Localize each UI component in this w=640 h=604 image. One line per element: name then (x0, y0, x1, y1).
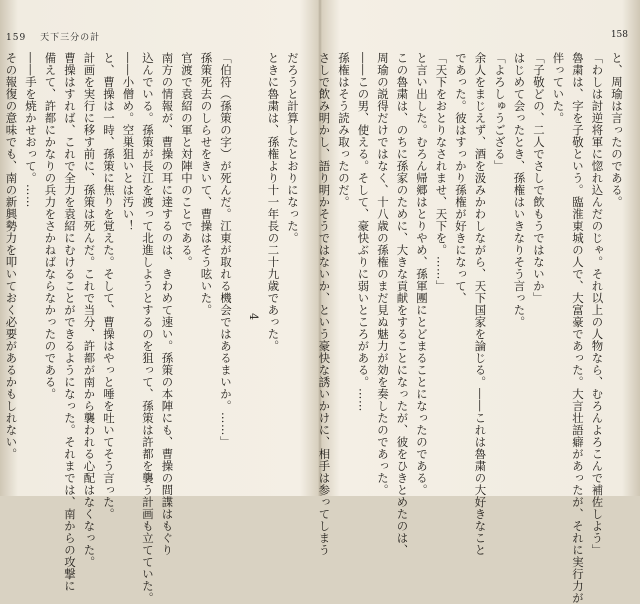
right-text-column (317, 52, 626, 604)
text-line: 余人をまじえず、酒を汲みかわしながら、天下国家を論じる。――これは魯粛の大好きなこと (473, 52, 488, 556)
text-line: 「伯符（孫策の字）が死んだ。江東が取れる機会ではあるまいか。……」 (219, 52, 233, 448)
left-page-number: 159 (6, 33, 27, 43)
text-line: 「天下をおとりなされませ、天下を。……」 (434, 52, 449, 292)
text-line: 「わしは討逆将軍に惚れ込んだのじゃ。それ以上の人物なら、むろんよろこんで補佐しよう」 (590, 52, 605, 556)
left-running-head (6, 30, 100, 43)
right-page-number: 158 (610, 30, 628, 40)
left-text-column (4, 52, 302, 604)
text-line: と、曹操は一時、孫策に焦りを覚えた。そして、曹操はやっと唾を吐いてそう言った。 (102, 52, 116, 520)
text-line: と、周瑜は言ったのである。 (610, 52, 624, 208)
text-line: 「子敬どの、二人でさしで飲もうではないか」 (532, 52, 546, 304)
text-line: 孫権はそう読み取ったのだ。 (337, 52, 351, 208)
text-line: 込んでいる。孫策が長江を渡って北進しようとするのを狙って、孫策は許都を襲う計画も立てていた。 (141, 52, 155, 604)
text-line: ――小僧め。空巣狙いとは汚い！ (121, 52, 136, 232)
text-line: 曹操はすれば、これで全力を袁紹にむけることができるようになった。それまでは、南からの攻撃に (63, 52, 77, 592)
text-line: 「よろしゅうござる」 (493, 52, 507, 172)
text-line: であった。彼はすっかり孫権が好きになって、 (454, 52, 468, 304)
text-line: だろうと計算したとおりになった。 (286, 52, 300, 244)
text-line: 伴っていた。 (551, 52, 566, 124)
text-line: 魯粛は、字を子敬という。臨淮東城の人で、大富豪であった。大言壮語癖があったが、それに実行力が (571, 52, 585, 604)
section-number: 4 (247, 313, 260, 321)
running-title: 天下三分の計 (40, 33, 101, 43)
right-page (317, 0, 640, 604)
text-line: 計画を実行に移す前に、孫策は死んだ。これで当分、許都が南から襲われる心配はなくなった。 (82, 52, 97, 568)
text-line: ――この男、使える。そして、豪快ぶりに弱いところがある。…… (356, 52, 371, 412)
text-line: ときに魯粛は、孫権より十一年長の二十九歳であった。 (266, 52, 281, 352)
text-line: その報復の意味でも、南の新興勢力を叩いておく必要があるかもしれない。 (4, 52, 19, 460)
text-line: 官渡で袁紹の軍と対陣中のことである。 (180, 52, 194, 268)
text-line: 周瑜の説得だけではなく、十八歳の孫権のまだ見ぬ魅力が効を奏したのであった。 (376, 52, 390, 496)
text-line: この魯粛は、のちに孫家のために、大きな貢献をすることになったが、彼をひきとめたのは、 (395, 52, 410, 556)
text-line: と言い出した。むろん帰郷はとりやめ、孫軍團にとどまることになったのである。 (415, 52, 429, 496)
text-line: ――手を焼かせおって。…… (24, 52, 38, 208)
text-line: はじめて会ったとき、孫権はいきなりそう言った。 (512, 52, 527, 328)
text-line: さしで飲み明かし、語り明かそうではないか、という豪快な誘いかけに、相手は参ってしまう (317, 52, 332, 556)
text-line: 備えて、許都にかなりの兵力をさかねばならなかったのである。 (43, 52, 58, 400)
text-line: 孫策死去のしらせをきいて、曹操はそう呟いた。 (199, 52, 214, 316)
text-line: 南方の情報が、曹操の耳に達するのは、きわめて速い。孫策の本陣にも、曹操の間諜はもぐり (160, 52, 175, 556)
